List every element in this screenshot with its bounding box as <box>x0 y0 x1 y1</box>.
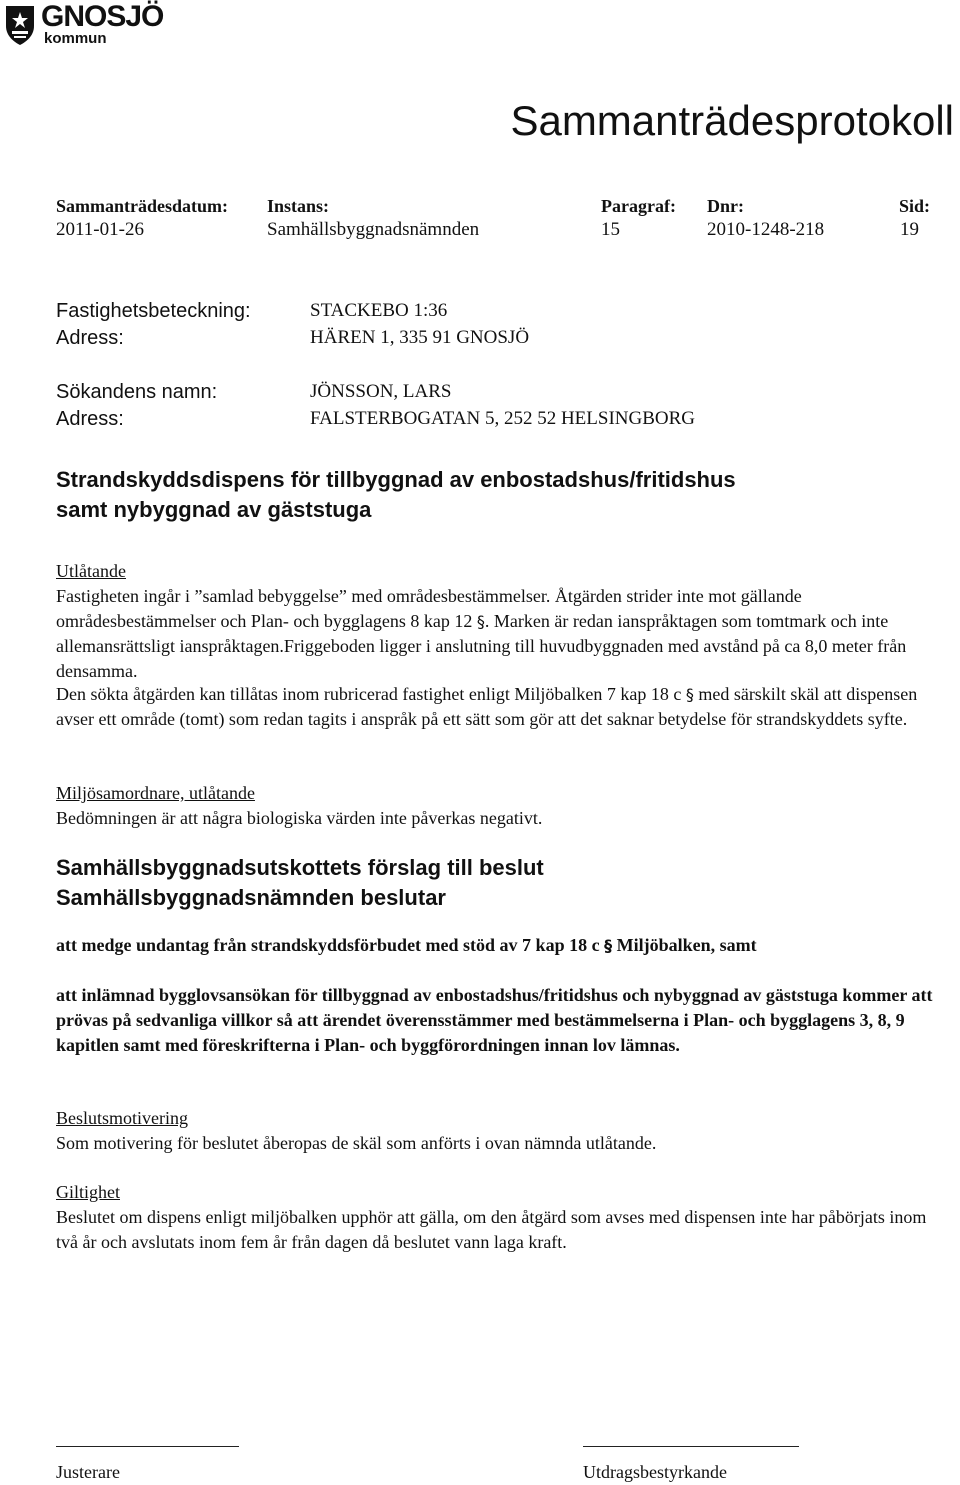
logo-name: GNOSJÖ <box>41 0 164 33</box>
sid-value: 19 <box>900 219 919 240</box>
utlatande-p1-text-a: Fastigheten ingår i ”samlad bebyggelse” med områdesbestämmelser. Åtgärden strider inte mot gällande områdesbestämmelser och Plan- och bygglagens 8 kap 12 <box>56 586 802 631</box>
forslag-heading <box>56 853 936 913</box>
paragraph-sign-icon: § <box>685 685 694 704</box>
municipality-logo <box>4 0 174 48</box>
giltighet-label: Giltighet <box>56 1182 120 1202</box>
forslag-line-2: Samhällsbyggnadsnämnden beslutar <box>56 885 446 910</box>
fastighet-label: Fastighetsbeteckning: <box>56 300 251 322</box>
subject-heading <box>56 465 936 525</box>
sokande-label: Sökandens namn: <box>56 381 218 403</box>
beslut-p1-text-b: Miljöbalken, samt <box>612 935 757 955</box>
beslut-paragraph-1 <box>56 933 946 958</box>
paragraf-label: Paragraf: <box>601 196 676 216</box>
paragraph-sign-icon: § <box>604 936 613 955</box>
utdrag-signature-line <box>583 1446 799 1447</box>
subject-line-2: samt nybyggnad av gäststuga <box>56 497 372 522</box>
forslag-line-1: Samhällsbyggnadsutskottets förslag till beslut <box>56 855 544 880</box>
giltighet-text: Beslutet om dispens enligt miljöbalken upphör att gälla, om den åtgärd som avses med dispensen inte har påbörjats inom två år och avslutats inom fem år från dagen då beslutet vann laga kraft. <box>56 1207 927 1252</box>
meeting-date-label: Sammanträdesdatum: <box>56 196 229 216</box>
beslut-p1-text-a: att medge undantag från strandskyddsförbudet med stöd av 7 kap 18 c <box>56 935 605 955</box>
adress-label: Adress: <box>56 327 124 349</box>
dnr-value: 2010-1248-218 <box>707 219 825 240</box>
paragraph-sign-icon: § <box>476 612 485 631</box>
sokande-adress-value: FALSTERBOGATAN 5, 252 52 HELSINGBORG <box>310 408 696 429</box>
utlatande-label: Utlåtande <box>56 561 126 581</box>
utlatande-paragraph-2 <box>56 682 946 732</box>
motivering-text: Som motivering för beslutet åberopas de skäl som anförts i ovan nämnda utlåtande. <box>56 1133 657 1153</box>
utdrag-label: Utdragsbestyrkande <box>583 1462 727 1482</box>
page-title: Sammanträdesprotokoll <box>510 97 954 144</box>
fastighet-value: STACKEBO 1:36 <box>310 300 448 321</box>
justerare-signature-line <box>56 1446 239 1447</box>
logo-subtitle: kommun <box>44 30 107 47</box>
miljo-label: Miljösamordnare, utlåtande <box>56 783 255 803</box>
sokande-adress-label: Adress: <box>56 408 124 430</box>
paragraf-value: 15 <box>601 219 620 240</box>
beslut-paragraph-2: att inlämnad bygglovsansökan för tillbyggnad av enbostadshus/fritidshus och nybyggnad av gäststuga kommer att prövas på sedvanliga villkor så att ärendet överensstämmer med bestämmelserna i Plan- och bygglagens 3, 8, 9 kapitlen samt med föreskrifterna i Plan- och byggförordningen innan lov lämnas. <box>56 985 933 1055</box>
justerare-label: Justerare <box>56 1462 120 1482</box>
adress-value: HÄREN 1, 335 91 GNOSJÖ <box>310 327 530 348</box>
sid-label: Sid: <box>899 196 931 216</box>
motivering-label: Beslutsmotivering <box>56 1108 188 1128</box>
utlatande-paragraph-1 <box>56 584 946 684</box>
instans-value: Samhällsbyggnadsnämnden <box>267 219 480 240</box>
sokande-value: JÖNSSON, LARS <box>310 381 452 402</box>
gnosjo-coat-of-arms-icon <box>4 4 36 46</box>
miljo-text: Bedömningen är att några biologiska värden inte påverkas negativt. <box>56 808 543 828</box>
meeting-date-value: 2011-01-26 <box>56 219 144 240</box>
subject-line-1: Strandskyddsdispens för tillbyggnad av enbostadshus/fritidshus <box>56 467 736 492</box>
utlatande-p2-text-a: Den sökta åtgärden kan tillåtas inom rubricerad fastighet enligt Miljöbalken 7 kap 18 c <box>56 684 686 704</box>
dnr-label: Dnr: <box>707 196 744 216</box>
utlatande-p2-text-b: med särskilt skäl att dispensen avser ett område (tomt) som redan tagits i anspråk på ett sätt som gör att det saknar betydelse för strandskyddets syfte. <box>56 684 918 729</box>
utlatande-p1-text-b: . Marken är redan ianspråktagen som tomtmark och inte allemansrättsligt ianspråktagen.Friggeboden ligger i anslutning till huvudbyggnaden med avstånd på ca 8,0 meter från densamma. <box>56 611 907 681</box>
instans-label: Instans: <box>267 196 330 216</box>
